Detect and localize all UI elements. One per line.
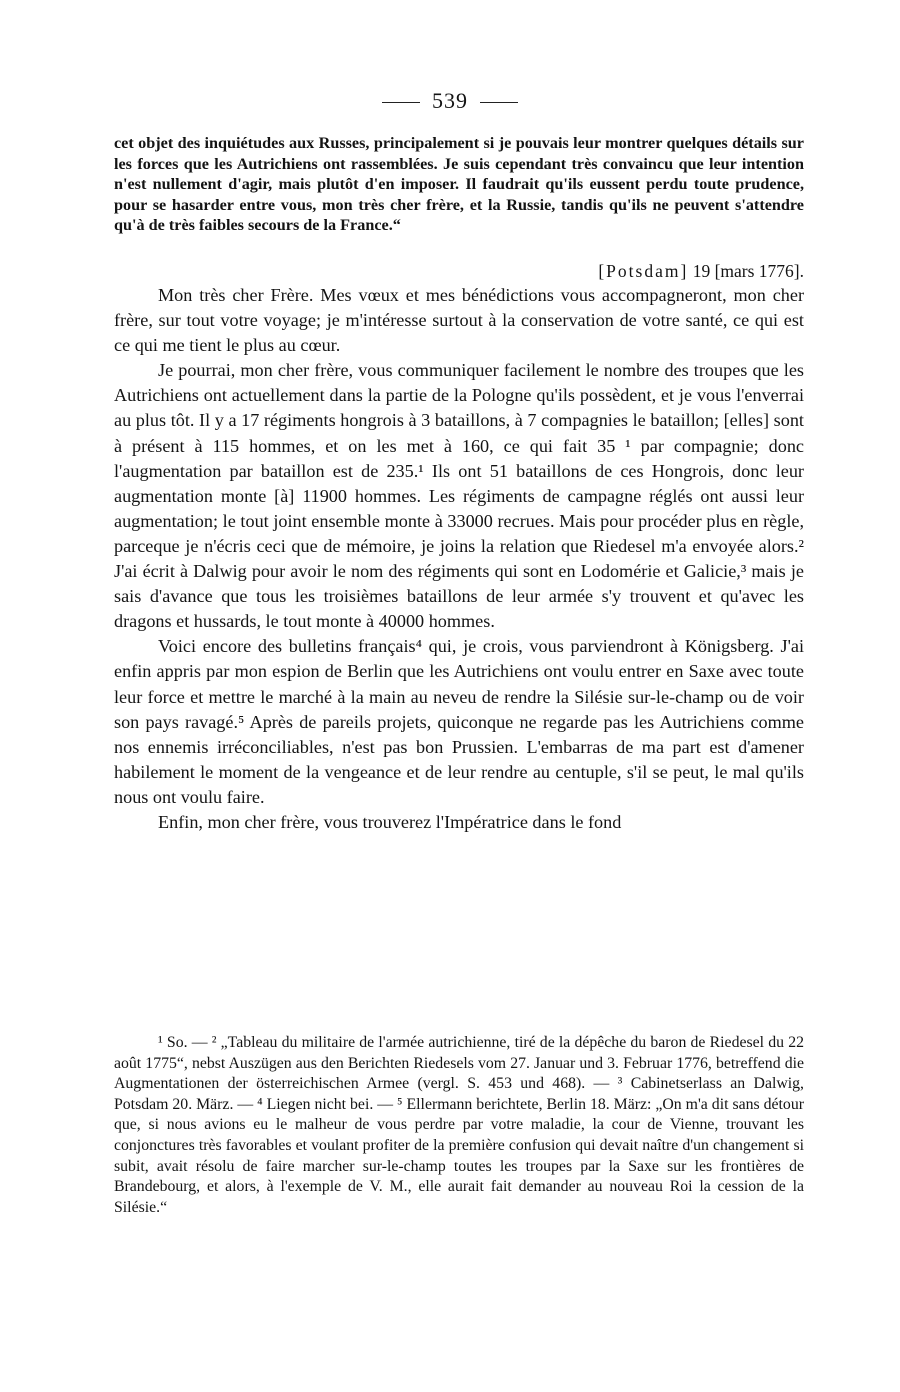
dateline-date: 19 [mars 1776]. bbox=[692, 261, 804, 281]
left-dash bbox=[382, 102, 420, 103]
footnotes-text: ¹ So. — ² „Tableau du militaire de l'armée autrichienne, tiré de la dépêche du baron de Riedesel du 22 août 1775“, nebst Auszügen aus den Berichten Riedesels vom 27. Januar und 3. Februar 1776, betreffend die Augmentationen der österreichischen Armee (vergl. S. 453 und 468). — ³ Cabinetserlass an Dalwig, Potsdam 20. März. — ⁴ Liegen nicht bei. — ⁵ Ellermann berichtete, Berlin 18. März: „On m'a dit sans détour que, si nous avions eu le malheur de vous perdre par votre maladie, la cour de Vienne, trouvant les conjonctures très favorables et voulant profiter de la première confusion qui devait naître d'un changement si subit, avait résolu de faire marcher sur-le-champ toutes les troupes par la Saxe sur les frontières de Brandebourg, et alors, à l'exemple de V. M., elle aurait fait demander au nouveau Roi la cession de la Silésie.“ bbox=[114, 1034, 804, 1216]
footnotes bbox=[114, 1033, 804, 1218]
dateline bbox=[598, 261, 804, 282]
page-number: 539 bbox=[432, 88, 468, 113]
letter-paragraph: Voici encore des bulletins français⁴ qui, je crois, vous parviendront à Königsberg. J'ai enfin appris par mon espion de Berlin que les Autrichiens ont voulu entrer en Saxe avec toute leur force et mettre le marché à la main au neveu de rendre la Silésie sur-le-champ ou de voir son pays ravagé.⁵ Après de pareils projets, quiconque ne regarde pas les Autrichiens comme nos ennemis irréconciliables, n'est pas bon Prussien. L'embarras de ma part est d'amener habilement le moment de la vengeance et de leur rendre au centuple, s'il se peut, le mal qu'ils nous ont voulu faire. bbox=[114, 636, 804, 807]
dateline-place: [Potsdam] bbox=[598, 261, 689, 281]
page-number-line bbox=[0, 88, 900, 114]
quoted-passage: cet objet des inquiétudes aux Russes, principalement si je pouvais leur montrer quelques détails sur les forces que les Autrichiens ont rassemblées. Je suis cependant très convaincu que leur intention n'est nullement d'agir, mais plutôt d'en imposer. Il faudrait qu'ils eussent perdu toute prudence, pour se hasarder entre vous, mon très cher frère, et la Russie, tandis qu'ils ne peuvent s'attendre qu'à de très faibles secours de la France.“ bbox=[114, 134, 804, 235]
letter-paragraph: Mon très cher Frère. Mes vœux et mes bénédictions vous accompagneront, mon cher frère, sur tout votre voyage; je m'intéresse surtout à la conservation de votre santé, ce qui est ce qui me tient le plus au cœur. bbox=[114, 285, 804, 356]
letter-paragraph: Je pourrai, mon cher frère, vous communiquer facilement le nombre des troupes que les Autrichiens ont actuellement dans la partie de la Pologne qu'ils possèdent, et je vous l'enverrai au plus tôt. Il y a 17 régiments hongrois à 3 bataillons, à 7 compagnies le bataillon; [elles] sont à présent à 115 hommes, et on les met à 160, ce qui fait 35 ¹ par compagnie; donc l'augmentation par bataillon est de 235.¹ Ils ont 51 bataillons de ces Hongrois, donc leur augmentation monte [à] 11900 hommes. Les régiments de campagne réglés ont aussi leur augmentation; le tout joint ensemble monte à 33000 recrues. Mais pour procéder plus en règle, parceque je n'écris ceci que de mémoire, je joins la relation que Riedesel m'a envoyée alors.² J'ai écrit à Dalwig pour avoir le nom des régiments qui sont en Lodomérie et Galicie,³ mais je sais d'avance que tous les troisièmes bataillons de leur armée s'y trouvent et qu'avec les dragons et hussards, le tout monte à 40000 hommes. bbox=[114, 360, 804, 632]
letter-body bbox=[114, 283, 804, 835]
letter-paragraph: Enfin, mon cher frère, vous trouverez l'Impératrice dans le fond bbox=[158, 811, 622, 832]
right-dash bbox=[480, 102, 518, 103]
